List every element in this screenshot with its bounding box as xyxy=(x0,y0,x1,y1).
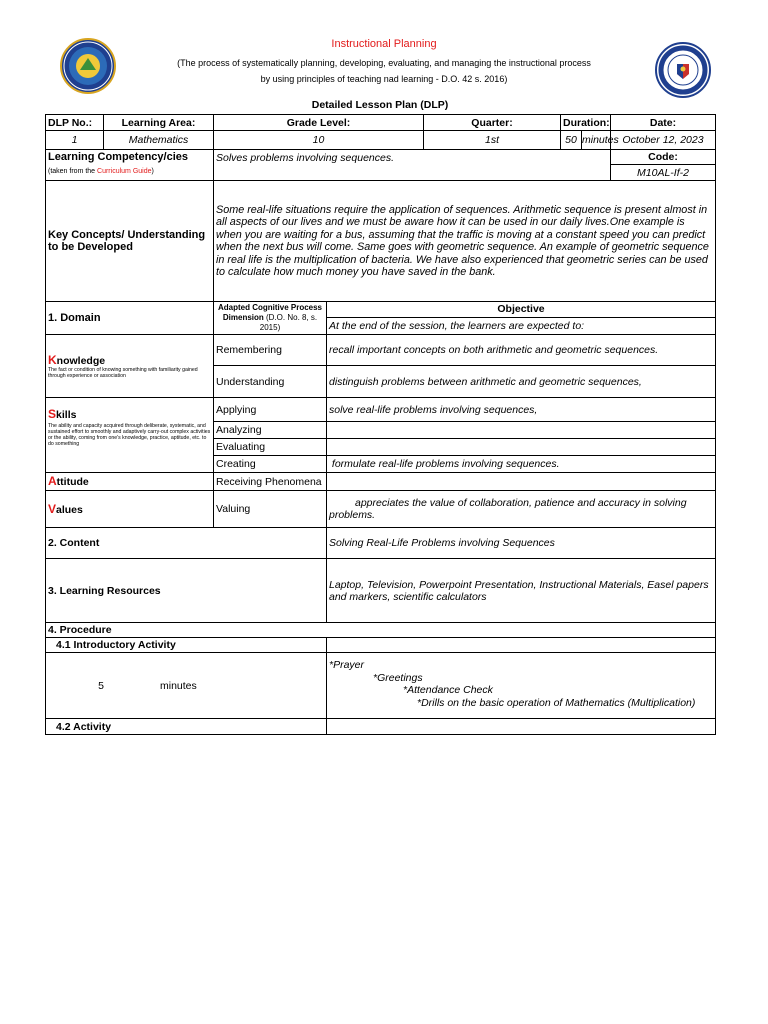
intro-item-prayer: *Prayer xyxy=(329,659,365,671)
intro-activity-label: 4.1 Introductory Activity xyxy=(46,638,327,653)
resources-label: 3. Learning Resources xyxy=(46,559,327,623)
applying-level: Applying xyxy=(214,398,327,422)
values-level: Valuing xyxy=(214,491,327,528)
intro-item-greetings: *Greetings xyxy=(373,671,423,684)
understanding-level: Understanding xyxy=(214,366,327,398)
analyzing-objective xyxy=(327,422,716,439)
objective-label: Objective xyxy=(327,302,716,318)
grade-level-value: 10 xyxy=(214,131,424,150)
learning-area-label: Learning Area: xyxy=(104,115,214,131)
domain-header-row xyxy=(46,302,716,318)
content-label: 2. Content xyxy=(46,528,327,559)
code-label: Code: xyxy=(611,150,716,165)
evaluating-level: Evaluating xyxy=(214,439,327,456)
competency-text: Solves problems involving sequences. xyxy=(214,150,611,181)
skills-row-applying xyxy=(46,398,716,422)
quarter-label: Quarter: xyxy=(424,115,561,131)
quarter-value: 1st xyxy=(424,131,561,150)
procedure-row xyxy=(46,623,716,638)
duration-value-cell xyxy=(561,131,619,150)
skills-label-cell xyxy=(46,398,214,473)
date-value: October 12, 2023 xyxy=(611,131,716,150)
header-title: Instructional Planning xyxy=(331,38,437,50)
activity-row xyxy=(46,719,716,735)
knowledge-row-remembering xyxy=(46,335,716,366)
info-label-row xyxy=(46,115,716,131)
resources-text: Laptop, Television, Powerpoint Presentation, Instructional Materials, Easel papers and markers, scientific calculators xyxy=(327,559,716,623)
analyzing-level: Analyzing xyxy=(214,422,327,439)
lesson-plan-table xyxy=(45,114,716,735)
code-value: M10AL-If-2 xyxy=(611,165,716,181)
intro-activity-row xyxy=(46,638,716,653)
header-subtitle-2: by using principles of teaching nad learning - D.O. 42 s. 2016) xyxy=(260,74,508,84)
values-label: Values xyxy=(46,491,214,528)
remembering-objective: recall important concepts on both arithmetic and geometric sequences. xyxy=(327,335,716,366)
header-subtitle-1: (The process of systematically planning, developing, evaluating, and managing the instructional process xyxy=(177,58,591,68)
applying-objective: solve real-life problems involving sequences, xyxy=(327,398,716,422)
knowledge-label: Knowledge xyxy=(48,352,106,367)
understanding-objective: distinguish problems between arithmetic and geometric sequences, xyxy=(327,366,716,398)
intro-activity-detail-row xyxy=(46,653,716,719)
resources-row xyxy=(46,559,716,623)
deped-seal-icon xyxy=(657,44,709,96)
grade-level-label: Grade Level: xyxy=(214,115,424,131)
intro-item-attendance: *Attendance Check xyxy=(403,684,493,696)
key-concepts-text: Some real-life situations require the application of sequences. Arithmetic sequence is present almost in all aspects of our lives and we must be aware how it can be used in our daily lives.One example is when you are waiting for a bus, assuming that the traffic is moving at a constant speed you can predict when the next bus will come. Same goes with geometric sequence. An example of geometric sequence in real life is the multiplication of bacteria. We have also experienced that geometric series can be used to calculate how much money you have saved in the bank. xyxy=(214,181,716,302)
skills-label: Skills xyxy=(48,407,77,421)
dlp-no-value: 1 xyxy=(46,131,104,150)
intro-duration-cell xyxy=(46,653,327,719)
knowledge-definition: The fact or condition of knowing something with familiarity gained through experience or association xyxy=(48,366,198,379)
skills-definition: The ability and capacity acquired through deliberate, systematic, and sustained effort to smoothly and adaptively carry-out complex activities or the ability, coming from one's knowledge, practice, aptitude, etc. to do something xyxy=(48,423,211,447)
values-objective: appreciates the value of collaboration, patience and accuracy in solving problems. xyxy=(327,491,716,528)
attitude-row xyxy=(46,473,716,491)
attitude-objective xyxy=(327,473,716,491)
domain-label: 1. Domain xyxy=(46,302,214,335)
attitude-label: Attitude xyxy=(46,473,214,491)
competency-row xyxy=(46,150,716,165)
date-label: Date: xyxy=(611,115,716,131)
intro-items xyxy=(327,653,716,719)
duration-label: Duration: xyxy=(561,115,611,131)
dlp-no-label: DLP No.: xyxy=(46,115,104,131)
intro-unit: minutes xyxy=(160,679,197,692)
competency-label: Learning Competency/cies xyxy=(48,151,188,163)
creating-level: Creating xyxy=(214,456,327,473)
evaluating-objective xyxy=(327,439,716,456)
values-row xyxy=(46,491,716,528)
procedure-label: 4. Procedure xyxy=(46,623,716,638)
right-seal-logo xyxy=(655,42,711,98)
learning-area-value: Mathematics xyxy=(104,131,214,150)
competency-note: (taken from the Curriculum Guide) xyxy=(48,168,154,175)
duration-value: 50 xyxy=(561,131,582,149)
dlp-title: Detailed Lesson Plan (DLP) xyxy=(311,99,449,111)
attitude-level: Receiving Phenomena xyxy=(214,473,327,491)
activity-label: 4.2 Activity xyxy=(46,719,327,735)
duration-unit: minutes xyxy=(582,134,619,146)
intro-minutes: 5 xyxy=(98,679,104,692)
intro-item-drills: *Drills on the basic operation of Mathematics (Multiplication) xyxy=(417,696,696,709)
key-concepts-row xyxy=(46,181,716,302)
creating-objective: formulate real-life problems involving sequences. xyxy=(327,456,716,473)
curriculum-guide-link: Curriculum Guide xyxy=(97,168,152,175)
remembering-level: Remembering xyxy=(214,335,327,366)
knowledge-label-cell xyxy=(46,335,214,398)
objective-intro: At the end of the session, the learners are expected to: xyxy=(327,317,716,334)
info-value-row xyxy=(46,131,716,150)
acp-header: Adapted Cognitive Process Dimension (D.O. No. 8, s. 2015) xyxy=(214,302,327,335)
content-row xyxy=(46,528,716,559)
content-text: Solving Real-Life Problems involving Sequences xyxy=(327,528,716,559)
key-concepts-label: Key Concepts/ Understanding to be Developed xyxy=(46,181,214,302)
competency-label-cell xyxy=(46,150,214,181)
